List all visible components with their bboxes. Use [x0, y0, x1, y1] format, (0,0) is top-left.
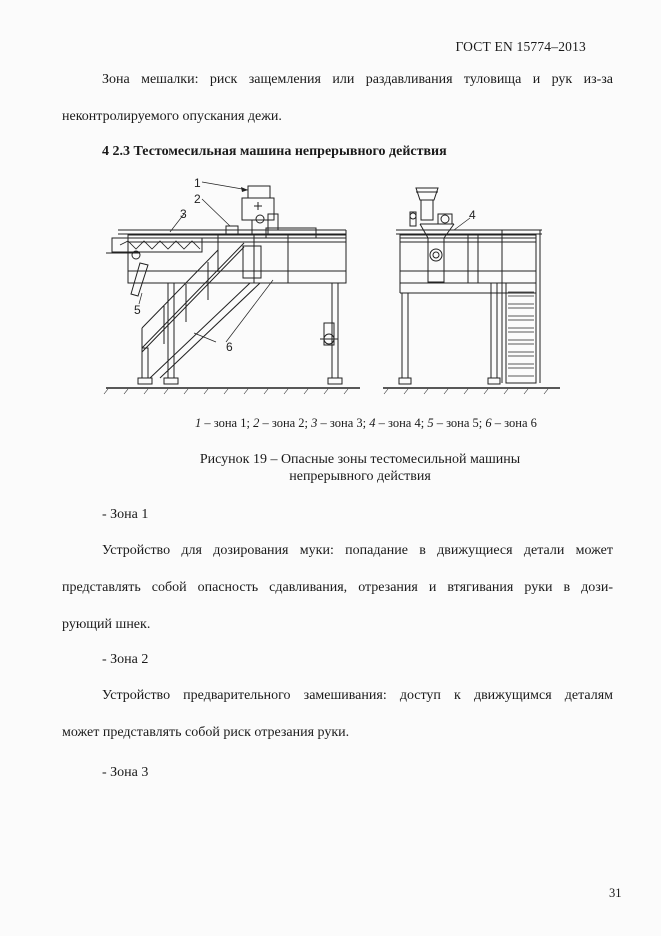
legend-num-2: 2 [253, 416, 260, 430]
figure-label-5: 5 [134, 303, 141, 317]
zone-1-line-3: рующий шнек. [62, 617, 151, 632]
zone-1-line-2: представлять собой опасность сдавливания, отрезания и втягивания руки в дози- [62, 580, 613, 595]
legend-num-1: 1 [195, 416, 202, 430]
legend-num-5: 5 [427, 416, 434, 430]
legend-text-4: – зона 4; [375, 416, 428, 430]
figure-label-3: 3 [180, 207, 187, 221]
zone-1-line-1: Устройство для дозирования муки: попадание в движущиеся детали может [102, 543, 613, 558]
legend-text-2: – зона 2; [259, 416, 312, 430]
intro-line-2: неконтролируемого опускания дежи. [62, 109, 282, 124]
figure-title-line-2: непрерывного действия [289, 469, 431, 484]
legend-num-3: 3 [311, 416, 318, 430]
zone-2-paragraph [62, 677, 613, 751]
document-header: ГОСТ EN 15774–2013 [455, 39, 586, 54]
zone-2-line-1: Устройство предварительного замешивания: доступ к движущимся деталям [102, 688, 613, 703]
section-heading: 4 2.3 Тестомесильная машина непрерывного действия [102, 144, 447, 159]
legend-text-1: – зона 1; [201, 416, 254, 430]
figure-legend [195, 416, 537, 431]
figure-label-1: 1 [194, 176, 201, 190]
legend-text-3: – зона 3; [317, 416, 370, 430]
legend-num-6: 6 [485, 416, 492, 430]
intro-line-1: Зона мешалки: риск защемления или раздавливания туловища и рук из-за [102, 72, 613, 87]
page-number: 31 [609, 886, 622, 900]
legend-text-5: – зона 5; [433, 416, 486, 430]
zone-2-line-2: может представлять собой риск отрезания руки. [62, 725, 350, 740]
figure-label-6: 6 [226, 340, 233, 354]
figure-label-2: 2 [194, 192, 201, 206]
intro-paragraph [62, 61, 613, 135]
legend-text-6: – зона 6 [491, 416, 537, 430]
zone-1-paragraph [62, 532, 613, 643]
zone-2-label: - Зона 2 [102, 652, 149, 667]
zone-1-label: - Зона 1 [102, 507, 149, 522]
figure-label-4: 4 [469, 208, 476, 222]
zone-3-label: - Зона 3 [102, 765, 149, 780]
figure-title-line-1: Рисунок 19 – Опасные зоны тестомесильной машины [199, 452, 521, 467]
figure-title [0, 451, 661, 485]
figure-machine-drawing [98, 168, 568, 400]
legend-num-4: 4 [369, 416, 376, 430]
